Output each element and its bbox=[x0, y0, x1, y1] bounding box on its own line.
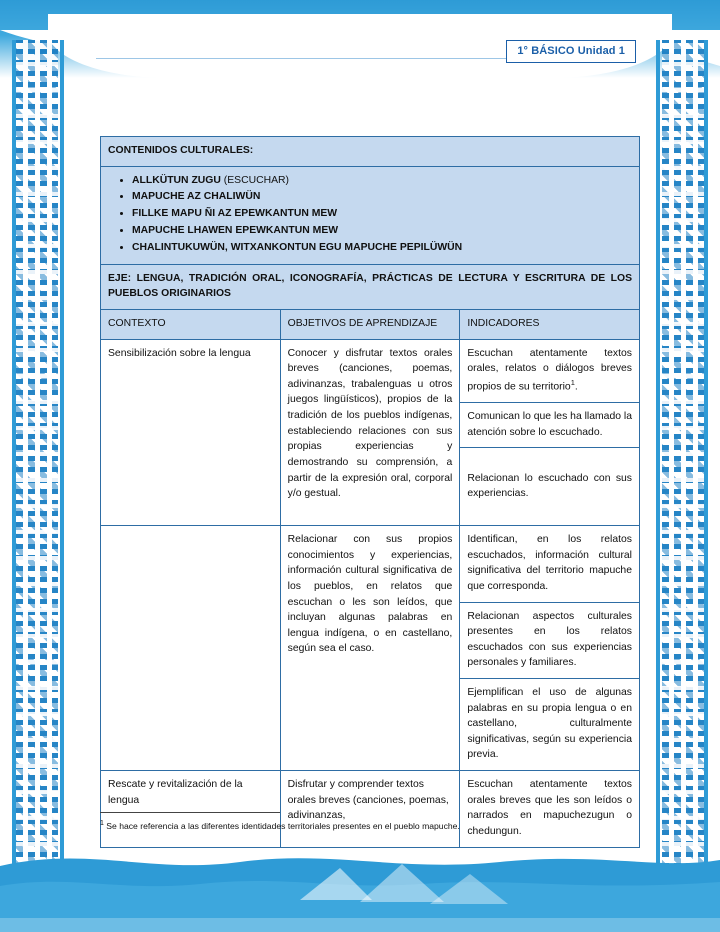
column-header-contexto: CONTEXTO bbox=[101, 310, 281, 340]
cultural-contents-title-row bbox=[101, 137, 640, 167]
cultural-item-normal: (ESCUCHAR) bbox=[220, 174, 290, 186]
right-mapuche-pattern-border bbox=[662, 40, 704, 868]
cultural-item-bold: FILLKE MAPU ÑI AZ EPEWKANTUN MEW bbox=[132, 208, 338, 220]
list-item bbox=[132, 223, 632, 240]
list-item bbox=[132, 173, 632, 190]
footnote-divider bbox=[100, 812, 280, 813]
list-item bbox=[132, 189, 632, 206]
left-border-line-inner bbox=[60, 40, 64, 868]
cultural-contents-list bbox=[101, 166, 640, 264]
indicator-cell-1-3: Relacionan lo escuchado con sus experiencias. bbox=[460, 448, 640, 526]
cultural-item-bold: MAPUCHE LHAWEN EPEWKANTUN MEW bbox=[132, 225, 339, 237]
context-cell-sensibilizacion: Sensibilización sobre la lengua bbox=[101, 339, 281, 526]
header-unit-badge: 1° BÁSICO Unidad 1 bbox=[506, 40, 636, 63]
indicator-cell-2-1: Identifican, en los relatos escuchados, información cultural significativa del territorio mapuche que corresponda. bbox=[460, 526, 640, 602]
column-header-indicadores: INDICADORES bbox=[460, 310, 640, 340]
footnote-number: 1 bbox=[100, 820, 104, 827]
curriculum-table bbox=[100, 136, 640, 848]
context-cell-rescate: Rescate y revitalización de la lengua bbox=[101, 771, 281, 847]
table-row bbox=[101, 771, 640, 847]
right-border-line-outer bbox=[704, 40, 708, 868]
left-mapuche-pattern-border bbox=[16, 40, 58, 868]
bottom-landscape-illustration bbox=[0, 840, 720, 932]
right-border-line-inner bbox=[656, 40, 660, 868]
footnote-area bbox=[100, 812, 640, 832]
cultural-item-bold: MAPUCHE AZ CHALIWÜN bbox=[132, 191, 261, 203]
table-row bbox=[101, 526, 640, 602]
table-row bbox=[101, 339, 640, 402]
indicator-cell-2-3: Ejemplifican el uso de algunas palabras en su propia lengua o en castellano, culturalmente significativas, según su experiencia previa. bbox=[460, 679, 640, 771]
objective-cell-2: Relacionar con sus propios conocimientos y experiencias, información cultural significativa de los pueblos, en relatos que escuchan o les son leídos, que incluyan algunas palabras en lengua indígena, o en castellano, según sea el caso. bbox=[280, 526, 460, 771]
table-header-row bbox=[101, 310, 640, 340]
footnote-body: Se hace referencia a las diferentes identidades territoriales presentes en el pueblo mapuche. bbox=[103, 820, 460, 831]
indicator-cell-3-1: Escuchan atentamente textos orales breves que les son leídos o narrados en mapuchezugun o chedungun. bbox=[460, 771, 640, 847]
indicator-cell-1-2: Comunican lo que les ha llamado la atención sobre lo escuchado. bbox=[460, 402, 640, 447]
cultural-contents-title: CONTENIDOS CULTURALES: bbox=[101, 137, 640, 167]
context-cell-empty bbox=[101, 526, 281, 771]
eje-row bbox=[101, 264, 640, 309]
indicator-cell-2-2: Relacionan aspectos culturales presentes en los relatos escuchados con sus experiencias personales y familiares. bbox=[460, 602, 640, 678]
cultural-item-bold: CHALINTUKUWÜN, WITXANKONTUN EGU MAPUCHE PEPILÜWÜN bbox=[132, 241, 463, 253]
column-header-objetivos: OBJETIVOS DE APRENDIZAJE bbox=[280, 310, 460, 340]
document-content bbox=[100, 136, 640, 848]
cultural-item-bold: ALLKÜTUN ZUGU bbox=[132, 174, 221, 186]
objective-cell-1: Conocer y disfrutar textos orales breves (canciones, poemas, adivinanzas, trabalenguas u otros juegos lingüísticos), propios de la tradición de los pueblos indígenas, estableciendo relaciones con sus propias experiencias y demostrando su comprensión, a partir de la expresión oral, corporal y/o gestual. bbox=[280, 339, 460, 526]
list-item bbox=[132, 206, 632, 223]
indicator-text: Escuchan atentamente textos orales, relatos o diálogos breves propios de su territorio bbox=[467, 347, 632, 393]
indicator-cell-1-1: Escuchan atentamente textos orales, relatos o diálogos breves propios de su territorio$^1$. bbox=[460, 339, 640, 402]
list-item bbox=[132, 240, 632, 257]
eje-text: EJE: LENGUA, TRADICIÓN ORAL, ICONOGRAFÍA, PRÁCTICAS DE LECTURA Y ESCRITURA DE LOS PUEBLOS ORIGINARIOS bbox=[101, 264, 640, 309]
header-rule bbox=[96, 58, 506, 59]
cultural-contents-list-row bbox=[101, 166, 640, 264]
footnote-line bbox=[100, 819, 640, 832]
objective-cell-3: Disfrutar y comprender textos orales breves (canciones, poemas, adivinanzas, bbox=[280, 771, 460, 847]
footnote-marker: 1 bbox=[570, 377, 575, 387]
